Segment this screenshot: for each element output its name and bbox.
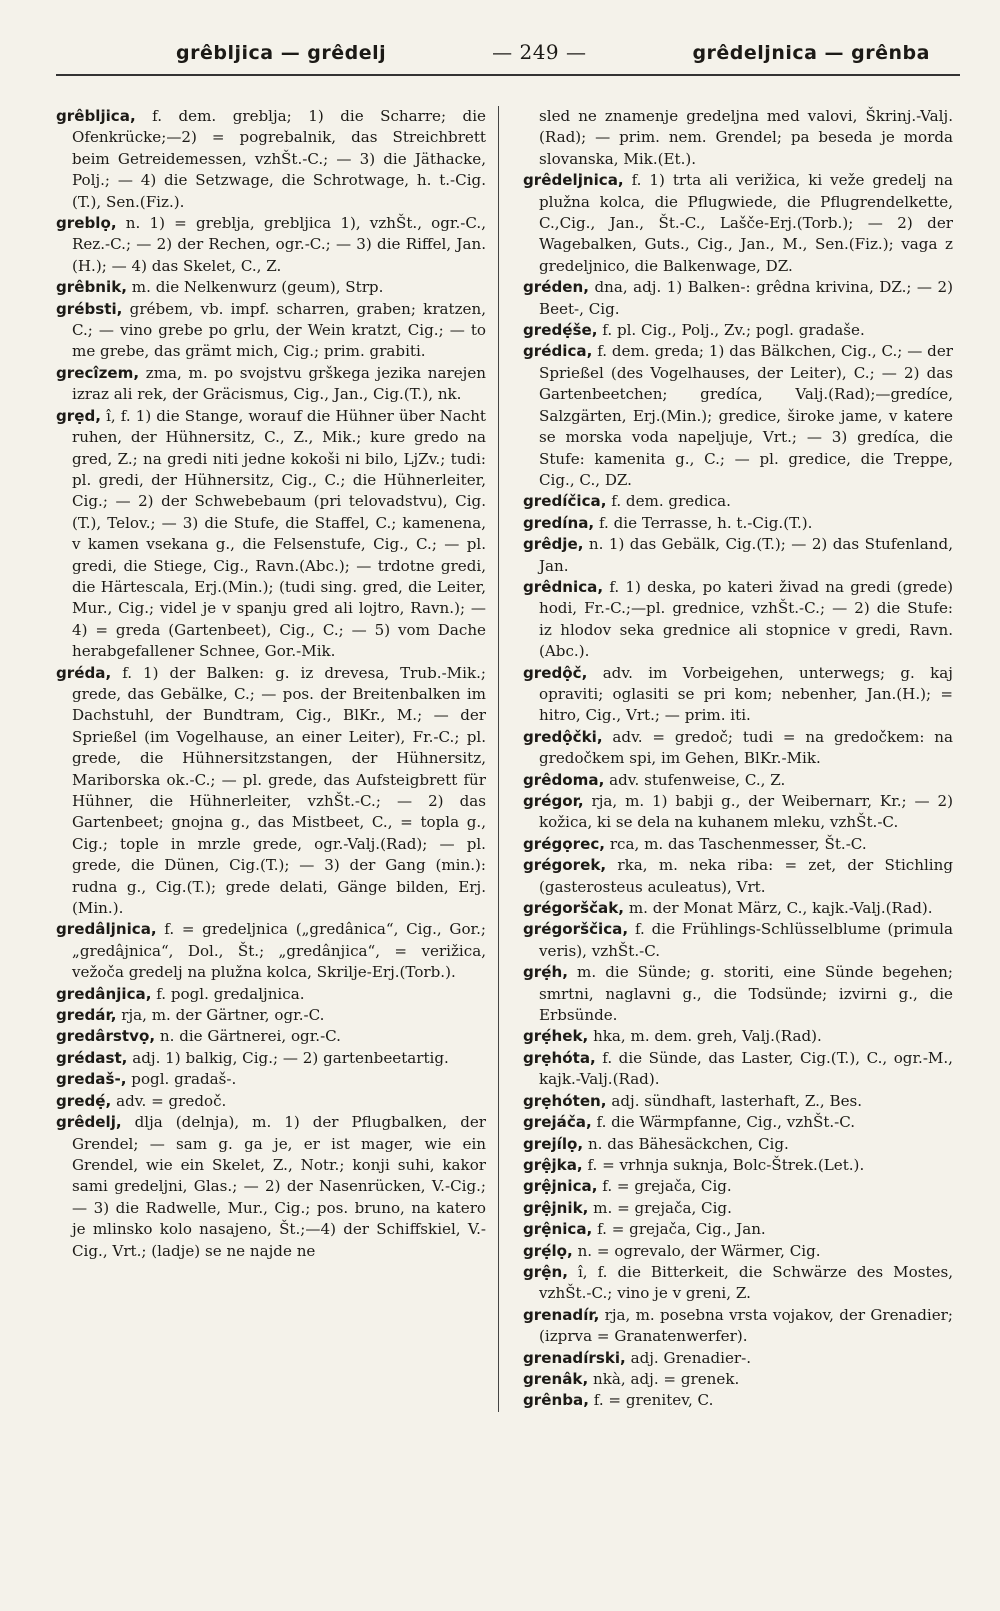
dictionary-entry — [523, 1048, 953, 1091]
dictionary-entry — [56, 984, 486, 1005]
entry-headword: grégorščica, — [523, 920, 629, 939]
entry-definition: adv. = gredoč. — [116, 1091, 227, 1110]
dictionary-entry — [523, 106, 953, 170]
entry-definition: f. = grenitev, C. — [593, 1391, 714, 1410]
entry-headword: grệjnik, — [523, 1198, 589, 1217]
entry-headword: gredẹ́, — [56, 1091, 112, 1110]
entry-definition: dna, adj. 1) Balken-: grêdna krivina, DZ.; — 2) Beet-, Cig. — [539, 278, 953, 318]
entry-definition: f. = grejača, Cig., Jan. — [597, 1220, 766, 1239]
entry-headword: grégọrec, — [523, 834, 606, 853]
entry-headword: gredaš-, — [56, 1070, 127, 1089]
dictionary-entry — [523, 491, 953, 512]
entry-headword: grẹ́hek, — [523, 1027, 589, 1046]
entry-headword: grédast, — [56, 1048, 128, 1067]
entry-headword: grégorščak, — [523, 899, 624, 918]
dictionary-entry — [523, 791, 953, 834]
dictionary-entry — [523, 1241, 953, 1262]
dictionary-entry — [56, 277, 486, 298]
dictionary-entry — [56, 363, 486, 406]
dictionary-entry — [523, 1091, 953, 1112]
dictionary-entry — [523, 1155, 953, 1176]
dictionary-entry — [523, 341, 953, 491]
entry-definition: m. der Monat März, C., kajk.-Valj.(Rad). — [628, 899, 933, 918]
entry-definition: zma, m. po svojstvu grškega jezika narejen izraz ali rek, der Gräcismus, Cig., Jan., Cig.(T.), nk. — [72, 363, 486, 404]
entry-headword: grện, — [523, 1262, 568, 1281]
entry-definition: rja, m. posebna vrsta vojakov, der Grenadier; (izprva = Granatenwerfer). — [539, 1305, 953, 1346]
dictionary-entry — [523, 170, 953, 277]
dictionary-entry — [523, 1026, 953, 1047]
entry-headword: grenadírski, — [523, 1348, 626, 1367]
entry-definition: f. = vrhnja suknja, Bolc-Štrek.(Let.). — [587, 1155, 865, 1174]
columns — [56, 106, 960, 1412]
entry-headword: grejílọ, — [523, 1134, 584, 1153]
entry-headword: grejáča, — [523, 1113, 592, 1132]
entry-definition: n. 1) = greblja, grebljica 1), vzhŠt., ogr.-C., Rez.-C.; — 2) der Rechen, ogr.-C.; — 3) die Riffel, Jan.(H.); — 4) das Skelet, C., Z. — [72, 214, 486, 275]
entry-definition: f. die Wärmpfanne, Cig., vzhŠt.-C. — [596, 1113, 856, 1132]
dictionary-entry — [523, 1198, 953, 1219]
entry-definition: adv. im Vorbeigehen, unterwegs; g. kaj opraviti; oglasiti se pri kom; nebenher, Jan.(H.); = hitro, Cig., Vrt.; — prim. iti. — [539, 663, 953, 725]
entry-definition: f. die Sünde, das Laster, Cig.(T.), C., ogr.-M., kajk.-Valj.(Rad). — [539, 1048, 953, 1089]
dictionary-entry — [56, 1069, 486, 1090]
page-number: — 249 — — [492, 40, 587, 64]
entry-headword: grégorek, — [523, 856, 607, 875]
dictionary-entry — [523, 1390, 953, 1411]
entry-definition: adj. 1) balkig, Cig.; — 2) gartenbeetartig. — [132, 1048, 449, 1067]
entry-headword: grecîzem, — [56, 363, 140, 382]
dictionary-entry — [523, 1134, 953, 1155]
dictionary-entry — [523, 1369, 953, 1390]
entry-definition: n. = ogrevalo, der Wärmer, Cig. — [577, 1241, 821, 1260]
entry-definition: f. 1) der Balken: g. iz drevesa, Trub.-Mik.; grede, das Gebälke, C.; — pos. der Breitenbalken im Dachstuhl, der Bundtram, Cig., BlKr., M.; — der Sprießel (im Vogelhause, an einer Leiter), Fr.-C.; pl. grede, die Hühnersitzstangen, der Hühnersitz, Mariborska ok.-C.; — pl. grede, das Aufsteigbrett für Hühner, die Hühnerleiter, vzhŠt.-C.; — 2) das Gartenbeet; gnojna g., das Mistbeet, C., = topla g., Cig.; tople in mrzle grede, ogr.-Valj.(Rad); — pl. grede, die Dünen, Cig.(T.); — 3) der Gang (min.): rudna g., Cig.(T.); grede delati, Gänge bilden, Erj.(Min.). — [72, 663, 486, 918]
entry-definition: n. das Bähesäckchen, Cig. — [587, 1134, 789, 1153]
entry-headword: greblọ, — [56, 214, 117, 233]
dictionary-entry — [56, 1048, 486, 1069]
left-column — [56, 106, 499, 1412]
entry-definition: rca, m. das Taschenmesser, Št.-C. — [609, 834, 867, 853]
entry-definition: pogl. gradaš-. — [131, 1070, 237, 1089]
entry-definition: f. = grejača, Cig. — [602, 1177, 732, 1196]
entry-headword: grẹ́h, — [523, 963, 568, 982]
dictionary-entry — [523, 962, 953, 1026]
entry-headword: gredộčki, — [523, 727, 603, 746]
dictionary-entry — [56, 1091, 486, 1112]
entry-definition: f. = gredeljnica („gredânica“, Cig., Gor.; „gredâjnica“, Dol., Št.; „gredânjica“, = verižica, vežoča gredelj na plužna kolca, Skrilje-Erj.(Torb.). — [72, 920, 486, 982]
dictionary-entry — [56, 106, 486, 213]
entry-definition: grébem, vb. impf. scharren, graben; kratzen, C.; — vino grebe po grlu, der Wein kratzt, Cig.; — to me grebe, das grämt mich, Cig.; prim. grabiti. — [72, 299, 486, 361]
dictionary-entry — [523, 1262, 953, 1305]
entry-headword: grégor, — [523, 792, 584, 810]
dictionary-entry — [523, 834, 953, 855]
dictionary-entry — [523, 1176, 953, 1197]
entry-definition: adv. = gredoč; tudi = na gredočkem: na gredočkem spi, im Gehen, BlKr.-Mik. — [539, 727, 953, 768]
entry-definition: î, f. 1) die Stange, worauf die Hühner über Nacht ruhen, der Hühnersitz, C., Z., Mik.; kure gredo na gred, Z.; na gredi niti jedne kokoši ni bilo, LjZv.; tudi: pl. gredi, der Hühnersitz, Cig., C.; die Hühnerleiter, Cig.; — 2) der Schwebebaum (pri telovadstvu), Cig.(T.), Telov.; — 3) die Stufe, die Staffel, C.; kamenena, v kamen vsekana g., die Felsenstufe, Cig., C.; — pl. gredi, die Stiege, Cig., Ravn.(Abc.); — trdotne gredi, die Härtescala, Erj.(Min.); (tudi sing. gred, die Leiter, Mur., Cig.; videl je v spanju gred ali lojtro, Ravn.); — 4) = greda (Gartenbeet), Cig., C.; — 5) vom Dache herabgefallener Schnee, Gor.-Mik. — [72, 406, 486, 661]
dictionary-entry — [56, 1026, 486, 1047]
entry-definition: f. die Frühlings-Schlüsselblume (primula veris), vzhŠt.-C. — [539, 920, 953, 960]
entry-definition: adj. sündhaft, lasterhaft, Z., Bes. — [611, 1091, 863, 1110]
entry-headword: grệjka, — [523, 1155, 583, 1174]
entry-headword: gredânjica, — [56, 984, 152, 1003]
entry-headword: grẹ́lọ, — [523, 1241, 573, 1260]
dictionary-entry — [56, 213, 486, 277]
entry-headword: grébsti, — [56, 299, 123, 318]
dictionary-entry — [523, 534, 953, 577]
entry-definition: f. die Terrasse, h. t.-Cig.(T.). — [598, 513, 813, 532]
dictionary-entry — [56, 663, 486, 920]
dictionary-entry — [523, 663, 953, 727]
header-left-range: grêbljica — grêdelj — [176, 42, 387, 64]
entry-definition: rja, m. 1) babji g., der Weibernarr, Kr.; — 2) kožica, ki se dela na kuhanem mleku, vzhŠt.-C. — [539, 792, 953, 832]
dictionary-entry — [523, 919, 953, 962]
entry-headword: grêdoma, — [523, 770, 605, 789]
dictionary-entry — [56, 299, 486, 363]
entry-headword: gréden, — [523, 278, 590, 297]
entry-definition: rka, m. neka riba: = zet, der Stichling (gasterosteus aculeatus), Vrt. — [539, 856, 953, 896]
entry-definition: f. dem. greda; 1) das Bälkchen, Cig., C.; — der Sprießel (des Vogelhauses, der Leiter), C.; — 2) das Gartenbeetchen; gredíca, Valj.(Rad);—gredíce, Salzgärten, Erj.(Min.); gredice, široke jame, v katere se morska voda napeljuje, Vrt.; — 3) gredíca, die Stufe: kamenita g., C.; — pl. gredice, die Treppe, Cig., C., DZ. — [539, 342, 953, 489]
entry-headword: grẹhóten, — [523, 1091, 607, 1110]
entry-headword: grẹd, — [56, 406, 102, 425]
entry-headword: gredâljnica, — [56, 920, 157, 939]
entry-definition: m. = grejača, Cig. — [593, 1198, 732, 1217]
dictionary-entry — [56, 1112, 486, 1262]
dictionary-entry — [523, 1305, 953, 1348]
entry-headword: gredârstvọ, — [56, 1027, 156, 1046]
entry-definition: m. die Sünde; g. storiti, eine Sünde begehen; smrtni, naglavni g., die Todsünde; izvirni g., die Erbsünde. — [539, 963, 953, 1025]
entry-definition: adj. Grenadier-. — [630, 1348, 751, 1367]
dictionary-entry — [523, 1112, 953, 1133]
entry-definition: dlja (delnja), m. 1) der Pflugbalken, der Grendel; — sam g. ga je, er ist mager, wie ein Grendel, wie ein Skelet, Z., Notr.; konji suhi, kakor sami gredeljni, Glas.; — 2) der Nasenrücken, V.-Cig.; — 3) die Radwelle, Mur., Cig.; pos. bruno, na katero je mlinsko kolo nasajeno, Št.;—4) der Schiffskiel, V.-Cig., Vrt.; (ladje) se ne najde ne — [72, 1113, 486, 1260]
entry-definition: rja, m. der Gärtner, ogr.-C. — [121, 1006, 325, 1025]
dictionary-entry — [56, 406, 486, 663]
dictionary-entry — [523, 1219, 953, 1240]
entry-headword: grệjnica, — [523, 1177, 598, 1196]
entry-headword: gredẹ́še, — [523, 321, 598, 340]
entry-definition: f. 1) deska, po kateri živad na gredi (grede) hodi, Fr.-C.;—pl. grednice, vzhŠt.-C.; — 2) die Stufe: iz hlodov seka grednice ali stopnice v gredi, Ravn.(Abc.). — [539, 577, 953, 661]
entry-definition: f. pogl. gredaljnica. — [156, 984, 305, 1003]
entry-headword: grenâk, — [523, 1369, 589, 1388]
dictionary-entry — [523, 1348, 953, 1369]
page-header — [56, 40, 960, 74]
entry-headword: grêdeljnica, — [523, 171, 624, 190]
dictionary-entry — [523, 770, 953, 791]
dictionary-entry — [523, 277, 953, 320]
entry-definition: f. dem. greblja; 1) die Scharre; die Ofenkrücke;—2) = pogrebalnik, das Streichbrett beim Getreidemessen, vzhŠt.-C.; — 3) die Jäthacke, Polj.; — 4) die Setzwage, die Schrotwage, h. t.-Cig.(T.), Sen.(Fiz.). — [72, 107, 486, 211]
entry-headword: gredíčica, — [523, 492, 607, 511]
dictionary-entry — [523, 577, 953, 663]
entry-definition: î, f. die Bitterkeit, die Schwärze des Mostes, vzhŠt.-C.; vino je v greni, Z. — [539, 1262, 953, 1303]
dictionary-entry — [523, 727, 953, 770]
entry-definition: adv. stufenweise, C., Z. — [609, 770, 786, 789]
right-column — [499, 106, 953, 1412]
entry-headword: grẹhóta, — [523, 1048, 596, 1067]
entry-definition: f. dem. gredica. — [611, 492, 731, 511]
dictionary-entry — [523, 855, 953, 898]
entry-headword: gredína, — [523, 513, 595, 532]
entry-definition: f. pl. Cig., Polj., Zv.; pogl. gradaše. — [602, 321, 865, 340]
entry-headword: grêdelj, — [56, 1113, 122, 1132]
entry-headword: grêdje, — [523, 535, 584, 554]
entry-definition: f. 1) trta ali verižica, ki veže gredelj na plužna kolca, die Pflugwiede, die Pflugrendelkette, C.,Cig., Jan., Št.-C., Lašče-Erj.(Torb.); — 2) der Wagebalken, Guts., Cig., Jan., M., Sen.(Fiz.); vaga z gredeljnico, die Balkenwage, DZ. — [539, 171, 953, 275]
dictionary-entry — [523, 513, 953, 534]
entry-headword: gréda, — [56, 663, 112, 682]
entry-headword: grêbljica, — [56, 107, 136, 125]
entry-definition: n. 1) das Gebälk, Cig.(T.); — 2) das Stufenland, Jan. — [539, 535, 953, 575]
entry-definition: nkà, adj. = grenek. — [593, 1369, 740, 1388]
entry-headword: grenadír, — [523, 1305, 600, 1324]
entry-headword: grệnica, — [523, 1220, 593, 1239]
entry-headword: grênba, — [523, 1391, 589, 1410]
entry-headword: grédica, — [523, 342, 593, 361]
header-rule — [56, 74, 960, 76]
entry-definition: m. die Nelkenwurz (geum), Strp. — [131, 278, 384, 297]
entry-definition: hka, m. dem. greh, Valj.(Rad). — [593, 1027, 822, 1046]
entry-headword: grêdnica, — [523, 577, 604, 596]
dictionary-entry — [523, 898, 953, 919]
entry-headword: gredộč, — [523, 663, 588, 682]
entry-headword: grêbnik, — [56, 278, 127, 297]
header-right-range: grêdeljnica — grênba — [692, 42, 930, 64]
entry-definition: sled ne znamenje gredeljna med valovi, Škrinj.-Valj.(Rad); — prim. nem. Grendel; pa beseda je morda slovanska, Mik.(Et.). — [539, 107, 953, 168]
dictionary-entry — [56, 919, 486, 983]
dictionary-entry — [523, 320, 953, 341]
entry-definition: n. die Gärtnerei, ogr.-C. — [159, 1027, 341, 1046]
dictionary-entry — [56, 1005, 486, 1026]
entry-headword: gredár, — [56, 1006, 117, 1025]
